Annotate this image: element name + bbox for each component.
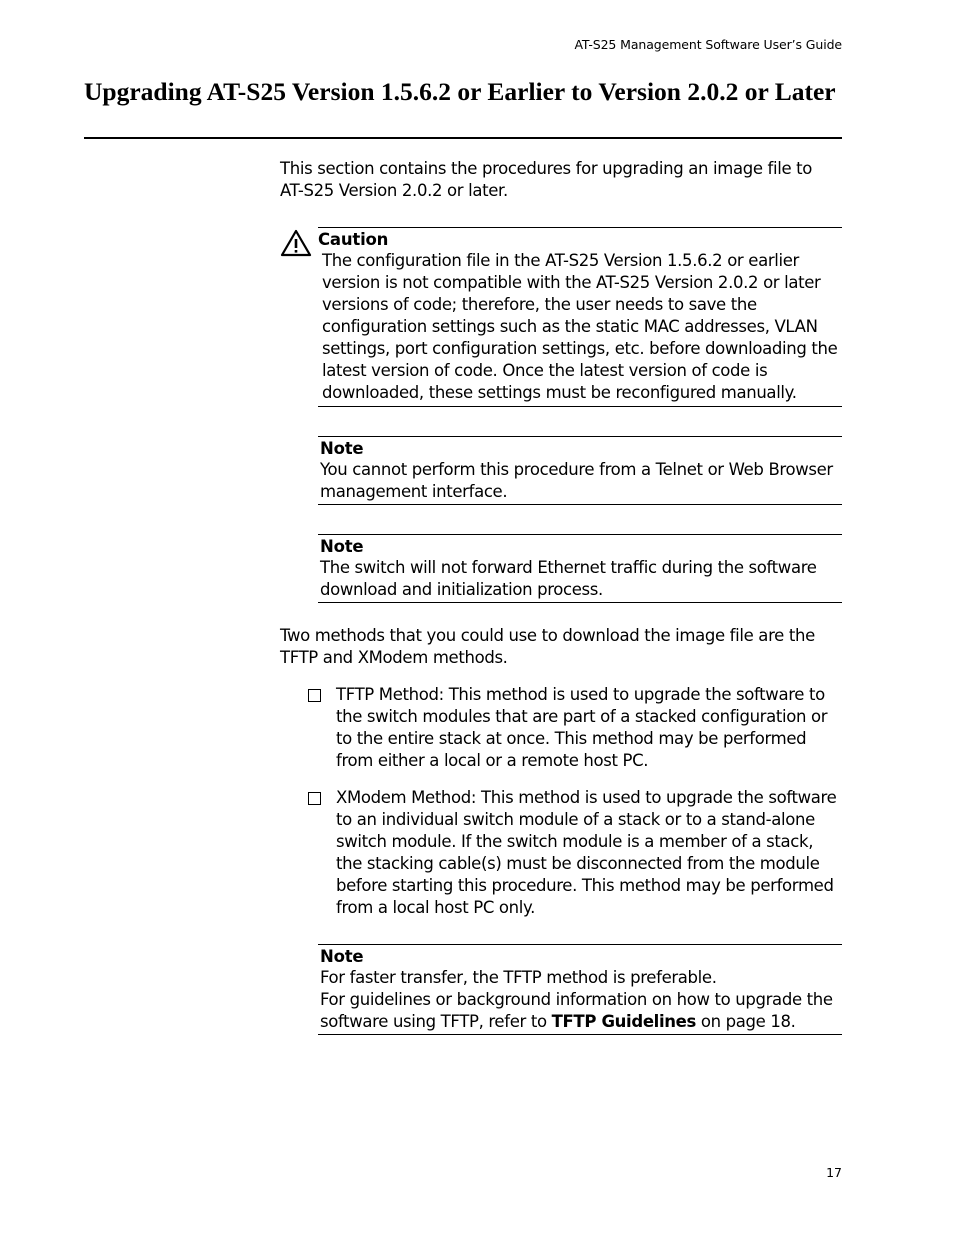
note3-heading: Note (320, 947, 364, 966)
bullet-checkbox-icon (308, 792, 321, 805)
note1 (320, 438, 844, 503)
list-item: XModem Method: This method is used to upgrade the software to an individual switch module of a stack or to a stand-alone switch module. If the switch module is a member of a stack, the stacking cable(s) must be disconnected from the module before starting this procedure. This method may be performed from a local host PC only. (336, 788, 837, 917)
note1-top-rule (318, 436, 842, 437)
caution-text: The configuration file in the AT-S25 Version 1.5.6.2 or earlier version is not compatible with the AT-S25 Version 2.0.2 or later versions of code; therefore, the user needs to save the configuration settings such as the static MAC addresses, VLAN settings, port configuration settings, etc. before downloading the latest version of code. Once the latest version of code is downloaded, these settings must be reconfigured manually. (322, 251, 838, 402)
warning-triangle-icon (280, 229, 312, 257)
note3 (320, 946, 844, 1033)
section-intro: This section contains the procedures for upgrading an image file to AT-S25 Version 2.0.2 or later. (280, 159, 813, 200)
note3-bottom-rule (318, 1034, 842, 1035)
note2 (320, 536, 844, 601)
note1-heading: Note (320, 439, 364, 458)
note3-line2 (320, 989, 844, 1033)
title-rule (84, 137, 842, 139)
section-title: Upgrading AT-S25 Version 1.5.6.2 or Earlier to Version 2.0.2 or Later (84, 77, 836, 106)
note2-top-rule (318, 534, 842, 535)
note3-line1: For faster transfer, the TFTP method is preferable. (320, 968, 717, 987)
page-number: 17 (826, 1165, 842, 1180)
list-item: TFTP Method: This method is used to upgrade the software to the switch modules that are part of a stacked configuration or to the entire stack at once. This method may be performed from either a local or a remote host PC. (336, 685, 828, 770)
running-header: AT-S25 Management Software User’s Guide (574, 37, 842, 52)
note2-text: The switch will not forward Ethernet traffic during the software download and initialization process. (320, 558, 817, 599)
caution-bottom-rule (318, 406, 842, 407)
tftp-guidelines-link[interactable]: TFTP Guidelines (551, 1012, 696, 1031)
note3-line2-after: on page 18. (695, 1012, 796, 1031)
caution-heading: Caution (318, 230, 389, 249)
bullet-checkbox-icon (308, 689, 321, 702)
note1-bottom-rule (318, 504, 842, 505)
note2-bottom-rule (318, 602, 842, 603)
note2-heading: Note (320, 537, 364, 556)
methods-intro: Two methods that you could use to download the image file are the TFTP and XModem methods. (280, 626, 815, 667)
caution-top-rule (318, 227, 842, 228)
note3-line2-before: For guidelines or background information on how to upgrade the software using TFTP, refer to (320, 990, 833, 1031)
note1-text: You cannot perform this procedure from a Telnet or Web Browser management interface. (320, 460, 833, 501)
note3-top-rule (318, 944, 842, 945)
